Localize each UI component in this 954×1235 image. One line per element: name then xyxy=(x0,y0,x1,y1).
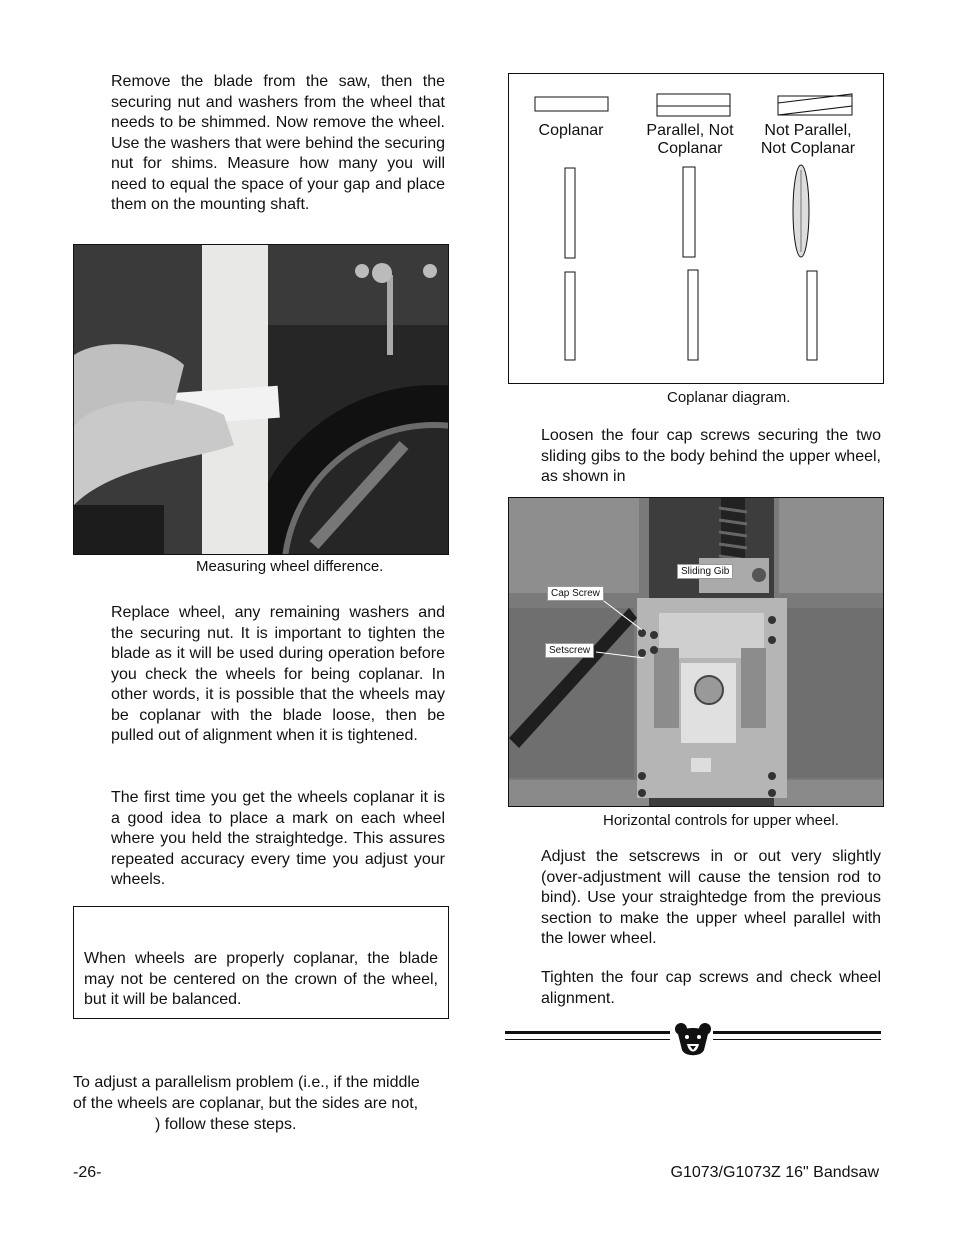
label-parallel-not-coplanar: Parallel, Not Coplanar xyxy=(646,122,734,157)
manual-title: G1073/G1073Z 16" Bandsaw xyxy=(670,1164,879,1181)
photo-caption: Horizontal controls for upper wheel. xyxy=(603,812,839,829)
diagram-caption: Coplanar diagram. xyxy=(667,389,791,406)
section-end-divider xyxy=(505,1022,881,1062)
intro-paragraph: Remove the blade from the saw, then the securing nut and washers from the wheel that needs to be shimmed. Now remove the wheel. Use the washers that were behind the securing nut for shims. Measure how many you will need to equal the space of your gap and place them on the mounting shaft. xyxy=(111,73,445,213)
note-box xyxy=(73,906,449,1019)
parallelism-line-1: To adjust a parallelism problem (i.e., if the middle xyxy=(73,1074,420,1091)
upper-wheel-controls-photo xyxy=(508,497,884,807)
page-number: -26- xyxy=(73,1164,102,1181)
callout-setscrew: Setscrew xyxy=(545,643,594,658)
adjust-paragraph: Adjust the setscrews in or out very slightly (over-adjustment will cause the tension rod to bind). Use your straightedge from the previous section to make the upper wheel parallel with the lower wheel. xyxy=(541,848,881,947)
measuring-photo-illustration xyxy=(74,245,449,555)
tighten-paragraph: Tighten the four cap screws and check wheel alignment. xyxy=(541,969,881,1007)
figure1-caption: Measuring wheel difference. xyxy=(196,558,384,575)
coplanar-diagram xyxy=(508,73,884,384)
divider-right-line-thick xyxy=(713,1031,881,1034)
divider-right-line-thin xyxy=(713,1039,881,1040)
callout-cap-screw: Cap Screw xyxy=(547,586,604,601)
divider-left-line-thick xyxy=(505,1031,670,1034)
parallelism-line-2: of the wheels are coplanar, but the sides are not, xyxy=(73,1095,419,1112)
callout-sliding-gib: Sliding Gib xyxy=(677,564,733,579)
loosen-paragraph: Loosen the four cap screws securing the two sliding gibs to the body behind the upper wheel, as shown in xyxy=(541,427,881,485)
parallelism-line-3: ) follow these steps. xyxy=(155,1116,297,1133)
label-not-parallel-not-coplanar: Not Parallel, Not Coplanar xyxy=(760,122,856,157)
note-text: When wheels are properly coplanar, the blade may not be centered on the crown of the wheel, but it will be balanced. xyxy=(84,950,438,1008)
replace-wheel-paragraph: Replace wheel, any remaining washers and the securing nut. It is important to tighten the blade as it will be used during operation before you check the wheels for being coplanar. In other words, it is possible that the wheels may be coplanar with the blade loose, then be pulled out of alignment when it is tightened. xyxy=(111,604,445,744)
divider-left-line-thin xyxy=(505,1039,670,1040)
parallelism-paragraph xyxy=(73,1072,453,1135)
bear-head-icon xyxy=(674,1022,712,1060)
coplanar-diagram-shapes xyxy=(509,74,884,384)
measuring-photo xyxy=(73,244,449,555)
mark-wheel-paragraph: The first time you get the wheels coplanar it is a good idea to place a mark on each wheel where you held the straightedge. This assures repeated accuracy every time you adjust your wheels. xyxy=(111,789,445,888)
label-coplanar: Coplanar xyxy=(538,122,604,139)
